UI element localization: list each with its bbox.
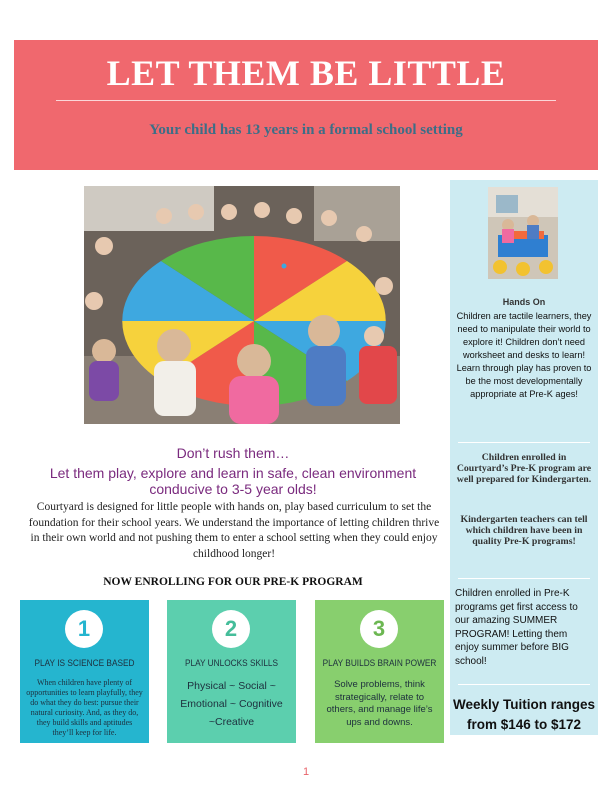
card-title: PLAY BUILDS BRAIN POWER — [322, 658, 437, 668]
tuition-text: Weekly Tuition ranges from $146 to $172 — [452, 697, 596, 732]
sidebar-divider — [458, 684, 590, 685]
sidebar-divider — [458, 578, 590, 579]
card-title: PLAY UNLOCKS SKILLS — [184, 658, 279, 668]
enrollment-banner: NOW ENROLLING FOR OUR PRE-K PROGRAM — [103, 576, 363, 588]
sidebar-divider — [458, 442, 590, 443]
card-title: PLAY IS SCIENCE BASED — [34, 658, 135, 668]
feature-card-brain-power — [315, 600, 444, 743]
feature-card-science — [20, 600, 149, 743]
header-divider — [56, 100, 556, 101]
prepared-text: Children enrolled in Courtyard’s Pre-K program are well prepared for Kindergarten. — [456, 452, 592, 485]
section-subheading: Let them play, explore and learn in safe, clean environment conducive to 3-5 year olds! — [49, 465, 417, 497]
card-body: Physical ~ Social ~ Emotional ~ Cognitive ~Creative — [180, 680, 283, 728]
card-body: When children have plenty of opportunities to learn playfully, they do what they do best: pursue their natural curiosity. And, as they do, they build skills and aptitudes they’ll keep for life. — [26, 678, 143, 737]
summer-program-text: Children enrolled in Pre-K programs get first access to our amazing SUMMER PROGRAM! Letting them enjoy summer before BIG school! — [455, 588, 578, 667]
parachute-illustration — [84, 186, 400, 424]
number-badge: 1 — [65, 610, 103, 648]
section-heading: Don’t rush them… — [176, 445, 290, 461]
hands-on-text: Children are tactile learners, they need to manipulate their world to explore it! Children don’t need worksheet and desks to learn! Learn through play has proven to be the most developmentally appropriate at Pre-K ages! — [456, 311, 592, 399]
number-badge: 3 — [360, 610, 398, 648]
card-body: Solve problems, think strategically, relate to others, and manage life’s ups and downs. — [326, 679, 433, 728]
feature-card-skills — [167, 600, 296, 743]
sidebar — [450, 180, 598, 735]
number-badge: 2 — [212, 610, 250, 648]
classroom-photo — [488, 187, 558, 279]
hands-on-title: Hands On — [502, 297, 546, 307]
page-number: 1 — [302, 766, 310, 778]
parachute-photo — [84, 186, 400, 424]
classroom-illustration — [488, 187, 558, 279]
intro-paragraph: Courtyard is designed for little people with hands on, play based curriculum to set the foundation for their school years. We understand the importance of letting children thrive in their own world and not pushing them to enter a school setting when they could enjoy childhood longer! — [28, 501, 440, 560]
page-title: LET THEM BE LITTLE — [106, 53, 506, 93]
teachers-text: Kindergarten teachers can tell which children have been in quality Pre-K programs! — [460, 514, 588, 547]
page-subtitle: Your child has 13 years in a formal school setting — [149, 122, 463, 138]
